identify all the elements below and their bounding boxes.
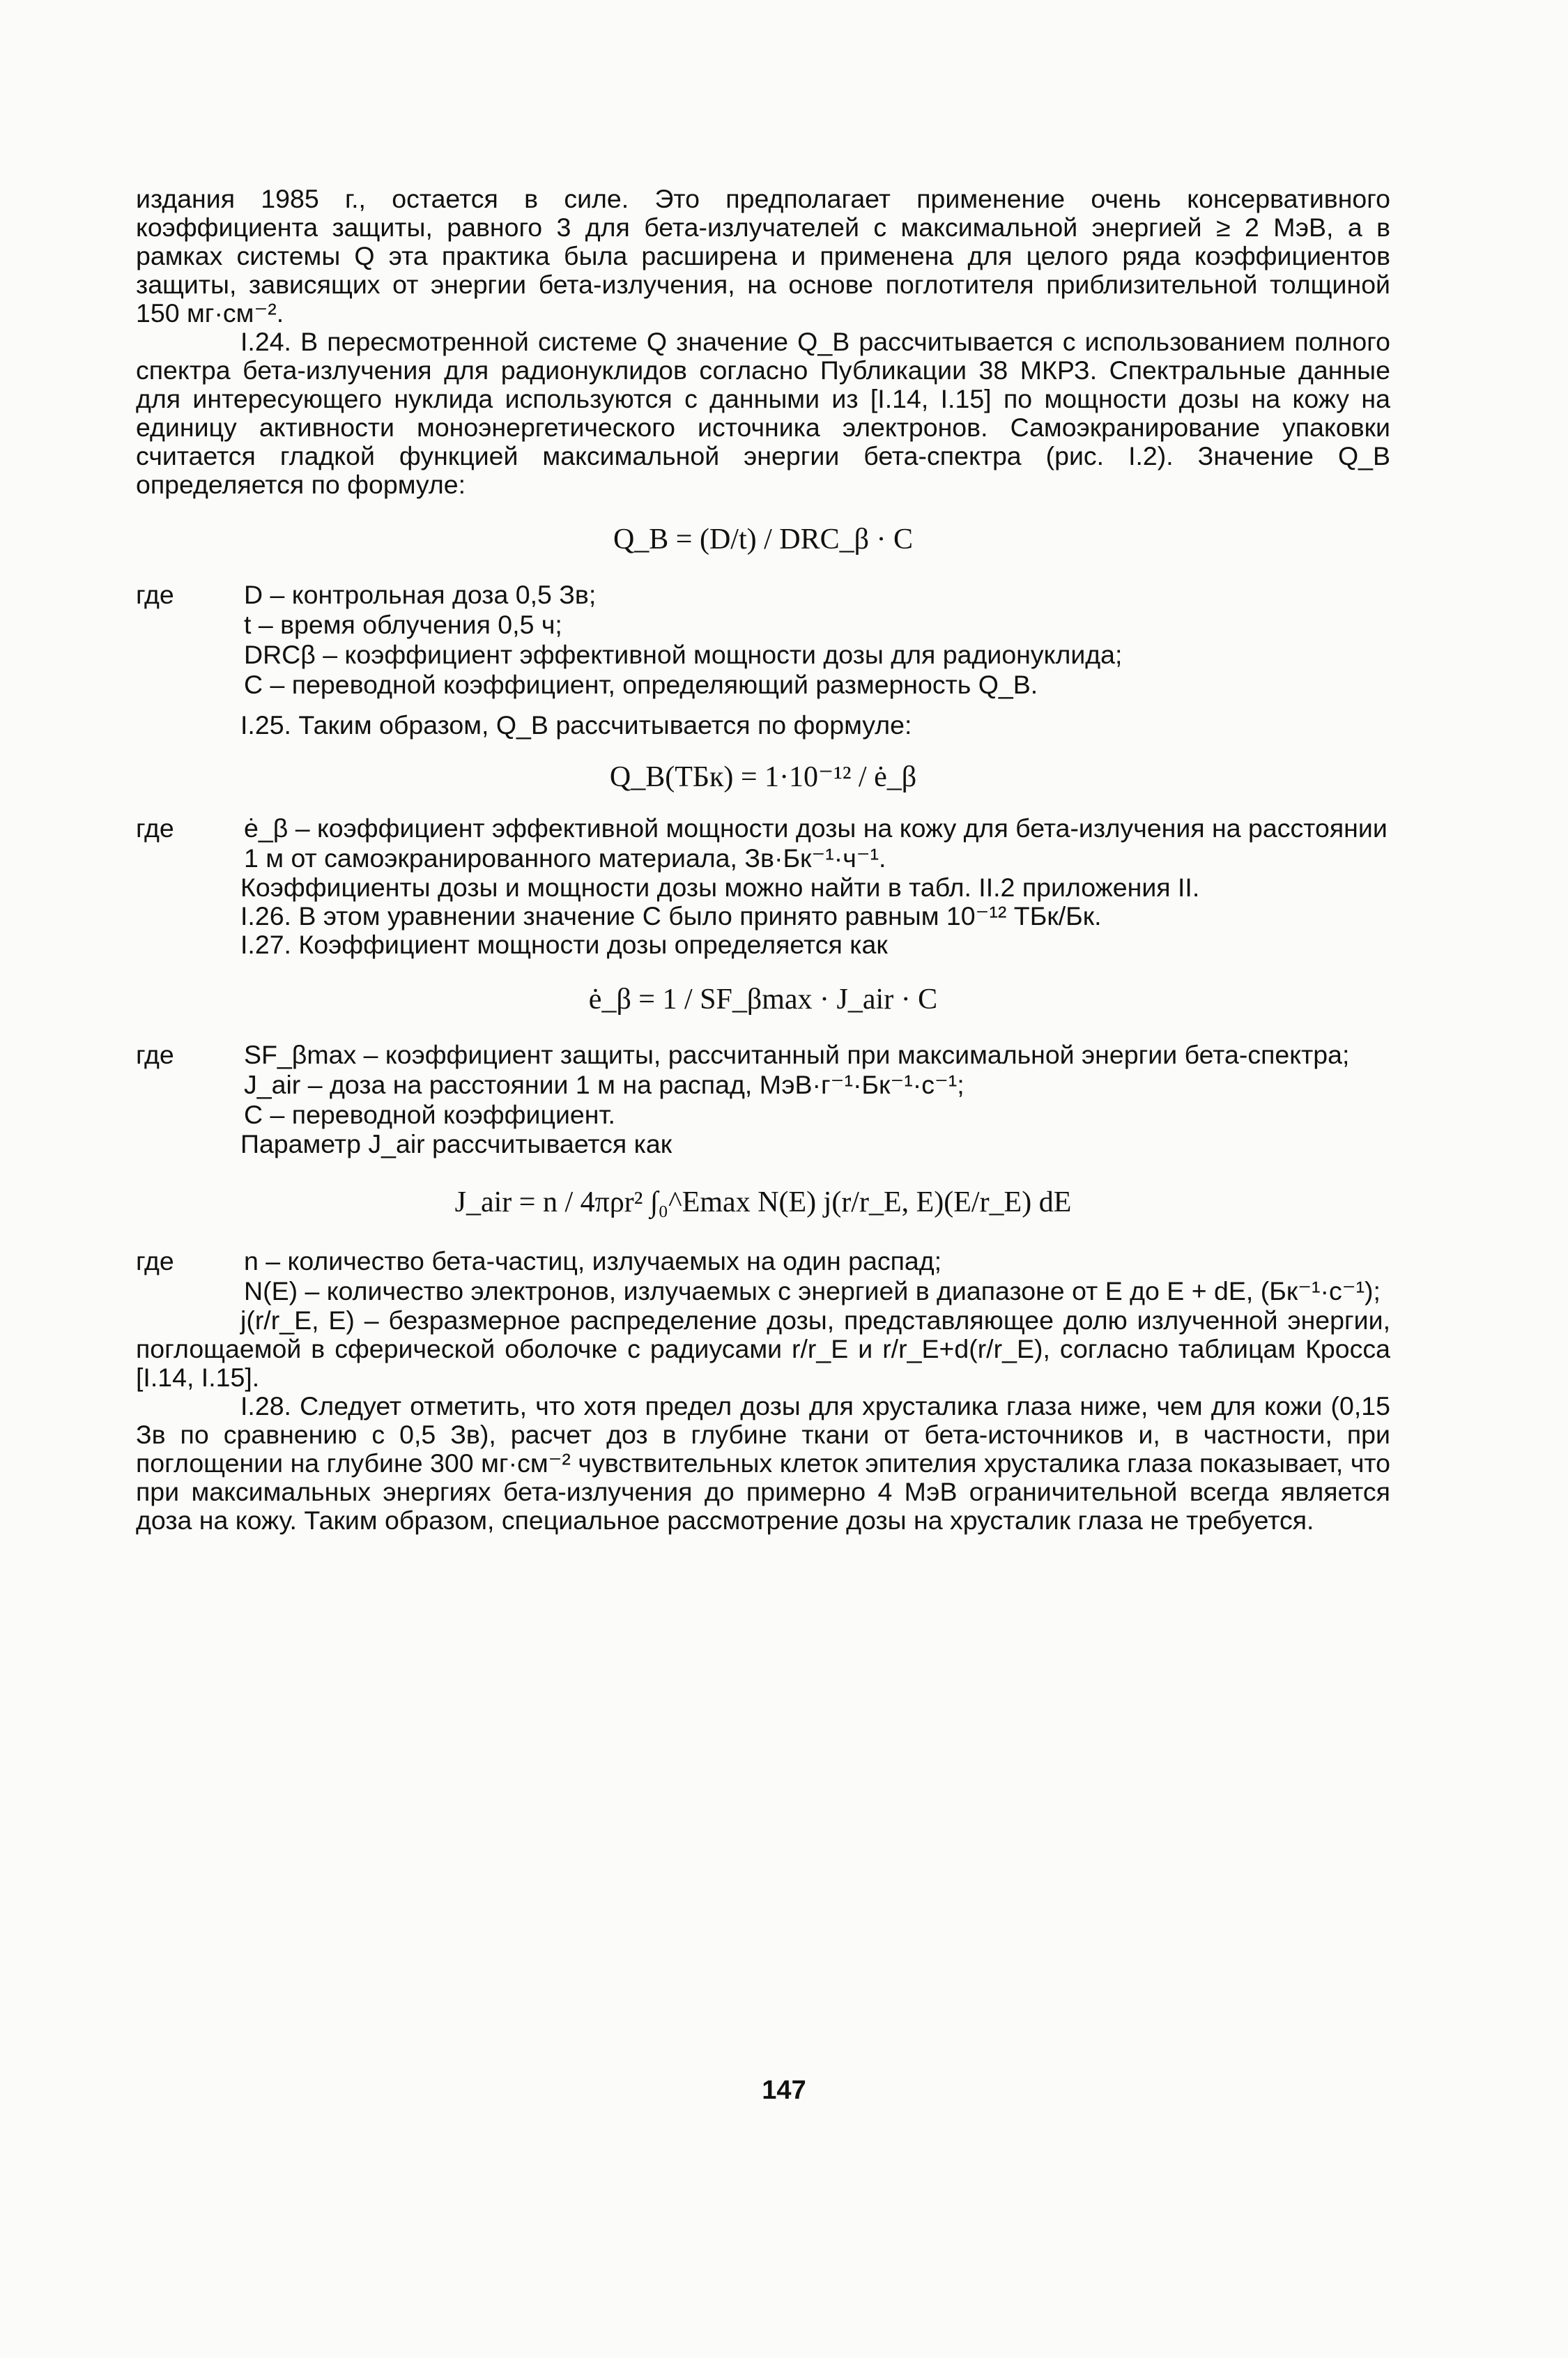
page-number: 147 (762, 2076, 806, 2105)
paragraph-1-27: I.27. Коэффициент мощности дозы определяется как (240, 930, 888, 959)
formula-qb-text: Q_B = (D/t) / DRC_β · C (613, 523, 914, 556)
def-j: j(r/r_E, E) – безразмерное распределение дозы, представляющее долю излученной энергии, поглощаемой в сферической оболочке с радиусами r/r_E и r/r_E+d(r/r_E), согласно таблицам Кросса [I.14, I.15]. (136, 1306, 1390, 1392)
def-ne: N(E) – количество электронов, излучаемых с энергией в диапазоне от E до E + dE, (Бк⁻¹·с⁻¹); (244, 1276, 1381, 1306)
formula-e-beta-text: ė_β = 1 / SF_βmax · J_air · C (588, 983, 938, 1016)
def-jair: J_air – доза на расстоянии 1 м на распад, МэВ·г⁻¹·Бк⁻¹·с⁻¹; (244, 1070, 964, 1099)
paragraph-1-28: I.28. Следует отметить, что хотя предел дозы для хрусталика глаза ниже, чем для кожи (0,15 Зв по сравнению с 0,5 Зв), расчет доз в глубине ткани от бета-источников и, в частности, при поглощении на глубине 300 мг·см⁻² чувствительных клеток эпителия хрусталика глаза показывает, что при максимальных энергиях бета-излучения до примерно 4 МэВ ограничительной всегда является доза на кожу. Таким образом, специальное рассмотрение дозы на хрусталик глаза не требуется. (136, 1391, 1390, 1535)
paragraph-coef-tables: Коэффициенты дозы и мощности дозы можно найти в табл. II.2 приложения II. (240, 873, 1200, 902)
def-e-beta (136, 813, 1390, 873)
formula-qb-tbk (136, 745, 1390, 808)
formula-e-beta (136, 965, 1390, 1034)
def-n (136, 1246, 1390, 1276)
paragraph-1-25: I.25. Таким образом, Q_B рассчитывается по формуле: (240, 710, 912, 740)
where-label: где (136, 1040, 174, 1069)
formula-qb-tbk-text: Q_B(ТБк) = 1·10⁻¹² / ė_β (609, 761, 917, 793)
where-label: где (136, 580, 174, 609)
where-label: где (136, 813, 174, 843)
def-c: C – переводной коэффициент, определяющий размерность Q_B. (244, 670, 1038, 699)
def-sf (136, 1040, 1390, 1070)
def-n-text: n – количество бета-частиц, излучаемых на один распад; (244, 1246, 942, 1276)
def-sf-text: SF_βmax – коэффициент защиты, рассчитанный при максимальной энергии бета-спектра; (244, 1040, 1350, 1069)
def-d (136, 580, 1390, 610)
formula-qb (136, 505, 1390, 574)
where-label: где (136, 1246, 174, 1276)
formula-jair-text: J_air = n / 4πρr² ∫₀^Emax N(E) j(r/r_E, E)(E/r_E) dE (454, 1186, 1072, 1218)
paragraph-1-24: I.24. В пересмотренной системе Q значение Q_B рассчитывается с использованием полного спектра бета-излучения для радионуклидов согласно Публикации 38 МКРЗ. Спектральные данные для интересующего нуклида используются с данными из [I.14, I.15] по мощности дозы на кожу на единицу активности моноэнергетического источника электронов. Самоэкранирование упаковки считается гладкой функцией максимальной энергии бета-спектра (рис. I.2). Значение Q_B определяется по формуле: (136, 327, 1390, 499)
paragraph-1-26: I.26. В этом уравнении значение C было принято равным 10⁻¹² ТБк/Бк. (240, 901, 1102, 931)
def-c2: C – переводной коэффициент. (244, 1100, 615, 1129)
def-d-text: D – контрольная доза 0,5 Зв; (244, 580, 597, 609)
paragraph-param-jair: Параметр J_air рассчитывается как (240, 1129, 672, 1158)
def-t: t – время облучения 0,5 ч; (244, 610, 562, 639)
paragraph-intro: издания 1985 г., остается в силе. Это предполагает применение очень консервативного коэффициента защиты, равного 3 для бета-излучателей с максимальной энергией ≥ 2 МэВ, а в рамках системы Q эта практика была расширена и применена для целого ряда коэффициентов защиты, зависящих от энергии бета-излучения, на основе поглотителя приблизительной толщиной 150 мг·см⁻². (136, 184, 1390, 328)
formula-jair (136, 1164, 1390, 1241)
def-e-beta-text: ė_β – коэффициент эффективной мощности дозы на кожу для бета-излучения на расстоянии 1 м от самоэкранированного материала, Зв·Бк⁻¹·ч⁻¹. (244, 813, 1388, 873)
def-drc: DRCβ – коэффициент эффективной мощности дозы для радионуклида; (244, 640, 1123, 669)
document-page (136, 185, 1390, 1535)
